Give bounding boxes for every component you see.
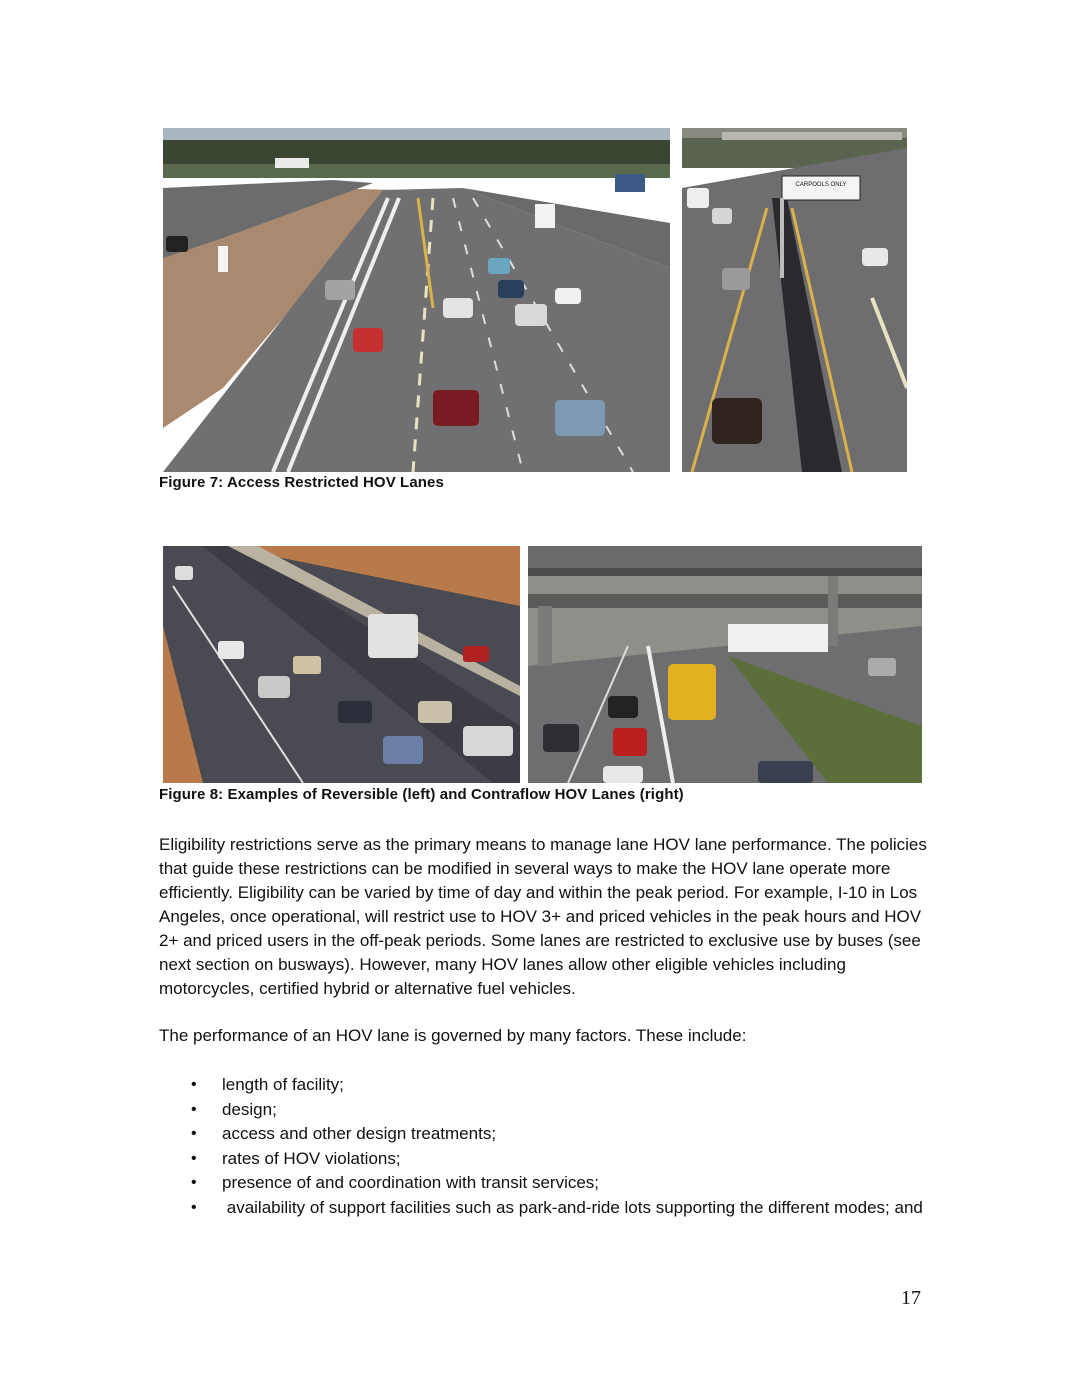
bullet-icon: • <box>191 1149 197 1167</box>
page-number: 17 <box>901 1287 921 1309</box>
bullet-icon: • <box>191 1100 197 1118</box>
list-item: • access and other design treatments; <box>159 1122 929 1147</box>
bullet-icon: • <box>191 1174 197 1191</box>
bullet-icon: • <box>191 1198 197 1216</box>
bullet-icon: • <box>191 1125 197 1142</box>
list-item: • presence of and coordination with transit services; <box>159 1171 929 1196</box>
list-item: • availability of support facilities such as park-and-ride lots supporting the different modes; and <box>159 1196 929 1221</box>
list-item: • rates of HOV violations; <box>159 1147 929 1172</box>
performance-paragraph: The performance of an HOV lane is governed by many factors. These include: <box>159 1026 747 1045</box>
figure7-caption: Figure 7: Access Restricted HOV Lanes <box>159 474 444 491</box>
list-item: • length of facility; <box>159 1073 929 1098</box>
eligibility-paragraph: Eligibility restrictions serve as the primary means to manage lane HOV lane performance. The policies that guide these restrictions can be modified in several ways to make the HOV lane operate more efficiently. Eligibility can be varied by time of day and within the peak period. For example, I-10 in Los Angeles, once operational, will restrict use to HOV 3+ and priced vehicles in the peak hours and HOV 2+ and priced users in the off-peak periods. Some lanes are restricted to exclusive use by buses (see next section on busways). However, many HOV lanes allow other eligible vehicles including motorcycles, certified hybrid or alternative fuel vehicles. <box>159 835 927 998</box>
factor-list <box>159 1073 929 1220</box>
figure7-right-photo <box>682 128 907 472</box>
figure8-left-photo <box>163 546 520 783</box>
figure7-left-photo <box>163 128 670 472</box>
figure8-caption: Figure 8: Examples of Reversible (left) and Contraflow HOV Lanes (right) <box>159 786 684 803</box>
carpool-sign-text: CARPOOLS ONLY <box>795 182 847 188</box>
figure8-right-photo <box>528 546 922 783</box>
bullet-icon: • <box>191 1076 197 1093</box>
list-item: • design; <box>159 1098 929 1123</box>
